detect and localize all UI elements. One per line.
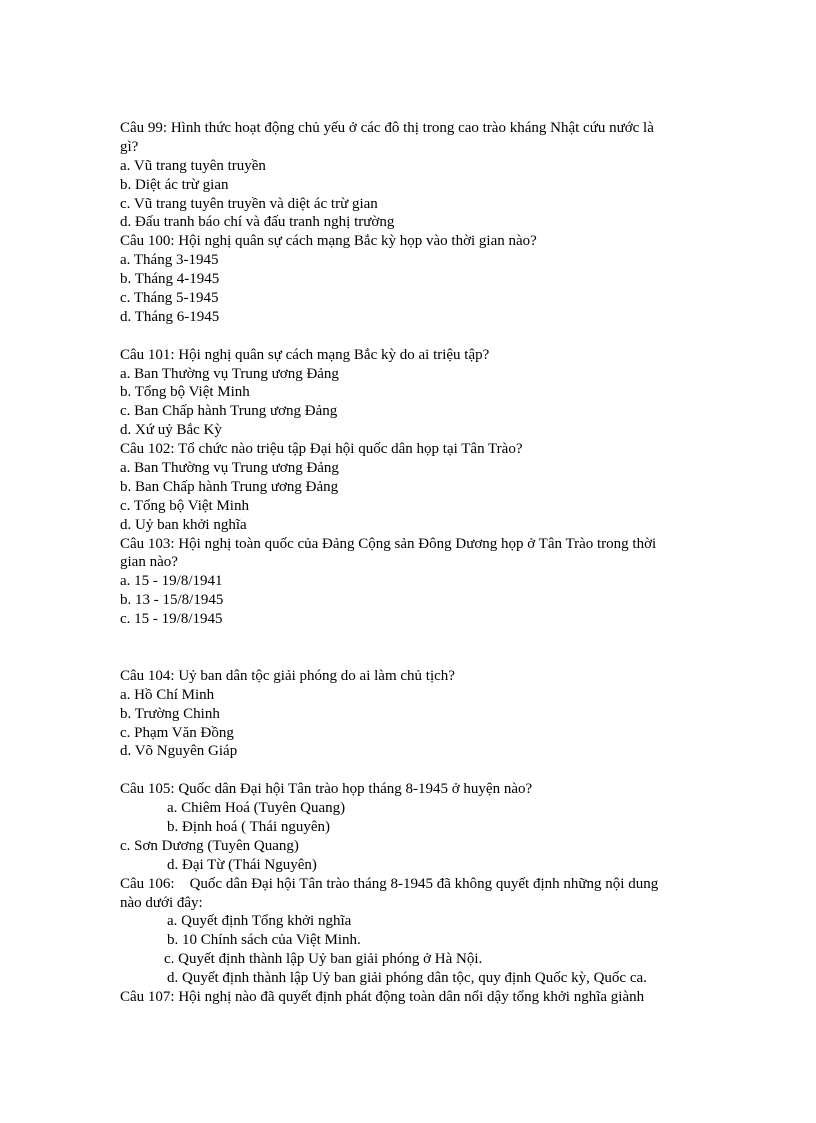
answer-option: a. Chiêm Hoá (Tuyên Quang)	[167, 800, 346, 817]
answer-option: a. Tháng 3-1945	[120, 252, 219, 269]
answer-option: d. Tháng 6-1945	[120, 308, 220, 325]
question-103	[120, 535, 720, 629]
blank-line	[120, 648, 720, 667]
question-text: Câu 107: Hội nghị nào đã quyết định phát động toàn dân nổi dậy tổng khởi nghĩa giành	[120, 988, 645, 1005]
answer-option: c. Quyết định thành lập Uỷ ban giải phóng ở Hà Nội.	[164, 951, 483, 968]
question-107	[120, 988, 720, 1007]
question-text: Câu 103: Hội nghị toàn quốc của Đảng Cộng sản Đông Dương họp ở Tân Trào trong thời	[120, 535, 657, 552]
question-text: nào dưới đây:	[120, 894, 203, 911]
question-100	[120, 232, 720, 326]
answer-option: b. Định hoá ( Thái nguyên)	[167, 818, 331, 835]
answer-option: d. Xứ uỷ Bắc Kỳ	[120, 422, 222, 439]
answer-option: b. Trường Chinh	[120, 705, 220, 722]
question-105	[120, 780, 720, 874]
answer-option: a. 15 - 19/8/1941	[120, 573, 223, 590]
blank-line	[120, 629, 720, 648]
question-text: gì?	[120, 138, 139, 155]
question-text: Câu 101: Hội nghị quân sự cách mạng Bắc kỳ do ai triệu tập?	[120, 346, 490, 363]
question-text: Câu 106: Quốc dân Đại hội Tân trào tháng 8-1945 đã không quyết định những nội dung	[120, 875, 659, 892]
answer-option: d. Đại Từ (Thái Nguyên)	[167, 856, 317, 873]
answer-option: b. Ban Chấp hành Trung ương Đảng	[120, 478, 339, 495]
answer-option: c. Ban Chấp hành Trung ương Đảng	[120, 403, 338, 420]
question-text: Câu 100: Hội nghị quân sự cách mạng Bắc kỳ họp vào thời gian nào?	[120, 233, 537, 250]
answer-option: d. Quyết định thành lập Uỷ ban giải phóng dân tộc, quy định Quốc kỳ, Quốc ca.	[167, 970, 647, 987]
answer-option: a. Ban Thường vụ Trung ương Đảng	[120, 460, 339, 477]
answer-option: c. Sơn Dương (Tuyên Quang)	[120, 837, 299, 854]
question-104	[120, 667, 720, 761]
answer-option: a. Vũ trang tuyên truyền	[120, 157, 266, 174]
question-99	[120, 119, 720, 232]
blank-line	[120, 327, 720, 346]
answer-option: d. Võ Nguyên Giáp	[120, 743, 238, 760]
question-106	[120, 875, 720, 988]
answer-option: b. Diệt ác trừ gian	[120, 176, 229, 193]
question-text: gian nào?	[120, 554, 178, 571]
answer-option: c. Vũ trang tuyên truyền và diệt ác trừ gian	[120, 195, 378, 212]
answer-option: c. Tháng 5-1945	[120, 290, 219, 307]
blank-line	[120, 761, 720, 780]
answer-option: b. Tháng 4-1945	[120, 271, 220, 288]
answer-option: a. Ban Thường vụ Trung ương Đảng	[120, 365, 339, 382]
question-text: Câu 99: Hình thức hoạt động chủ yếu ở các đô thị trong cao trào kháng Nhật cứu nước là	[120, 120, 654, 136]
answer-option: c. Phạm Văn Đồng	[120, 724, 234, 741]
answer-option: b. 13 - 15/8/1945	[120, 592, 224, 609]
question-text: Câu 102: Tổ chức nào triệu tập Đại hội quốc dân họp tại Tân Trào?	[120, 441, 523, 458]
answer-option: a. Quyết định Tổng khởi nghĩa	[167, 913, 352, 930]
answer-option: b. Tổng bộ Việt Minh	[120, 384, 250, 401]
question-102	[120, 440, 720, 534]
question-text: Câu 104: Uỷ ban dân tộc giải phóng do ai làm chủ tịch?	[120, 667, 455, 684]
question-101	[120, 346, 720, 440]
answer-option: b. 10 Chính sách của Việt Minh.	[167, 932, 361, 949]
answer-option: a. Hồ Chí Minh	[120, 686, 215, 703]
question-text: Câu 105: Quốc dân Đại hội Tân trào họp tháng 8-1945 ở huyện nào?	[120, 781, 533, 798]
answer-option: d. Đấu tranh báo chí và đấu tranh nghị trường	[120, 214, 395, 231]
answer-option: d. Uỷ ban khởi nghĩa	[120, 516, 247, 533]
answer-option: c. 15 - 19/8/1945	[120, 611, 223, 628]
answer-option: c. Tổng bộ Việt Minh	[120, 497, 249, 514]
document-page	[120, 119, 720, 1007]
